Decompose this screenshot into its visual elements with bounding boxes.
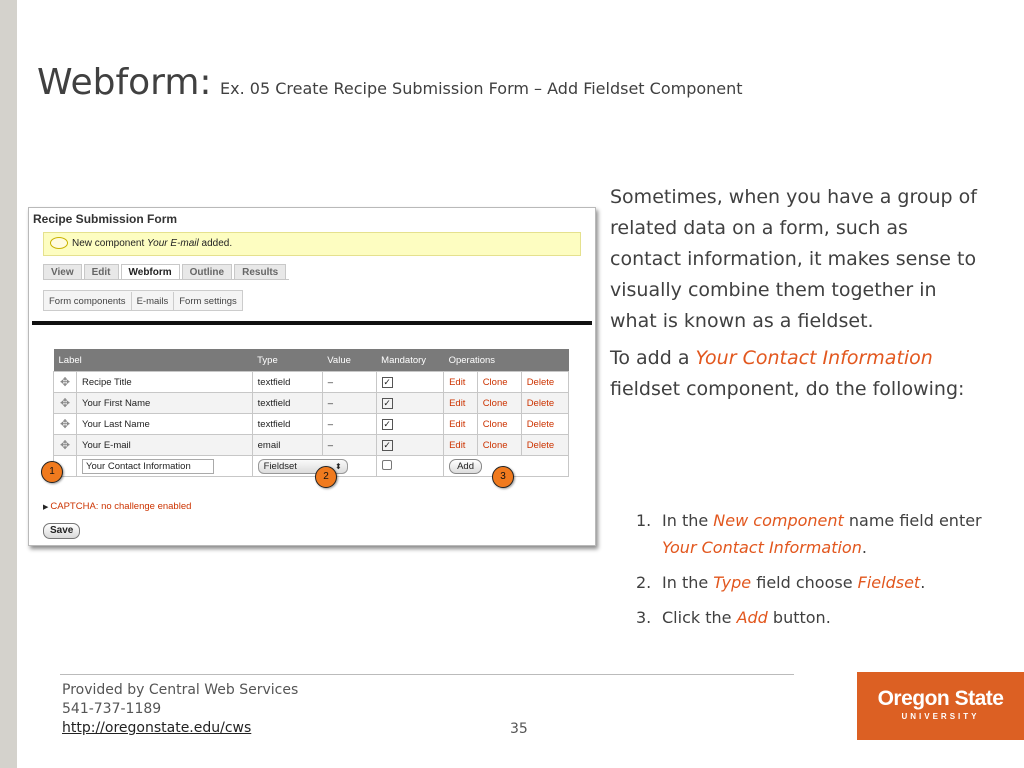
table-header-row — [54, 349, 569, 372]
row-value: – — [322, 435, 376, 456]
edit-link[interactable]: Edit — [444, 435, 478, 456]
drag-handle-icon[interactable]: ✥ — [54, 414, 77, 435]
table-row — [54, 393, 569, 414]
step-text: name field enter — [843, 511, 982, 530]
drag-handle-icon[interactable]: ✥ — [54, 435, 77, 456]
slide-title-sub: Ex. 05 Create Recipe Submission Form – Add Fieldset Component — [220, 79, 743, 98]
mandatory-checkbox[interactable] — [376, 456, 443, 477]
steps-list — [636, 507, 996, 639]
step-text: button. — [767, 608, 831, 627]
tab-divider — [43, 279, 289, 280]
delete-link[interactable]: Delete — [521, 372, 568, 393]
footer-provider: Provided by Central Web Services — [62, 682, 299, 698]
captcha-label: CAPTCHA: no challenge enabled — [50, 501, 192, 512]
slide-title — [37, 62, 743, 103]
step-marker-1: 1 — [41, 461, 63, 483]
new-component-cell — [77, 456, 253, 477]
footer — [62, 681, 298, 738]
divider — [32, 321, 592, 325]
osu-logo — [857, 672, 1024, 740]
step-marker-2: 2 — [315, 466, 337, 488]
table-row — [54, 414, 569, 435]
row-value: – — [322, 393, 376, 414]
message-prefix: New component — [72, 238, 148, 249]
step-emphasis: Your Contact Information — [662, 538, 862, 557]
step-emphasis: Add — [736, 608, 768, 627]
select-arrows-icon: ⬍ — [334, 461, 342, 471]
mandatory-checkbox[interactable] — [376, 435, 443, 456]
footer-divider — [60, 674, 794, 675]
secondary-tabs — [43, 290, 243, 311]
mandatory-checkbox[interactable] — [376, 372, 443, 393]
row-type: textfield — [252, 372, 322, 393]
step-text: . — [861, 538, 867, 557]
new-component-name-input[interactable]: Your Contact Information — [82, 459, 214, 474]
clone-link[interactable]: Clone — [477, 414, 521, 435]
list-item — [636, 604, 996, 631]
tab-edit[interactable]: Edit — [84, 264, 119, 280]
column-header-label: Label — [54, 349, 253, 372]
row-label: Recipe Title — [77, 372, 253, 393]
delete-link[interactable]: Delete — [521, 393, 568, 414]
subtab-form-settings[interactable]: Form settings — [179, 296, 237, 307]
logo-subtitle: UNIVERSITY — [901, 712, 980, 721]
captcha-fieldset-toggle[interactable] — [43, 501, 191, 512]
tab-webform[interactable]: Webform — [121, 264, 180, 280]
para2-suffix: fieldset component, do the following: — [610, 378, 965, 400]
body-paragraph-2 — [610, 343, 980, 405]
message-suffix: added. — [198, 238, 233, 249]
save-button[interactable]: Save — [43, 523, 80, 539]
drag-handle-icon[interactable]: ✥ — [54, 393, 77, 414]
column-header-type: Type — [252, 349, 322, 372]
tab-view[interactable]: View — [43, 264, 82, 280]
step-text: . — [920, 573, 926, 592]
para2-prefix: To add a — [610, 347, 696, 369]
type-select-value: Fieldset — [263, 460, 297, 472]
step-emphasis: New component — [713, 511, 844, 530]
checkmark-icon: ✓ — [383, 418, 391, 429]
slide-title-main: Webform: — [37, 62, 212, 103]
webform-screenshot — [28, 207, 596, 546]
column-header-mandatory: Mandatory — [376, 349, 443, 372]
tab-outline[interactable]: Outline — [182, 264, 232, 280]
subtab-form-components[interactable]: Form components — [44, 292, 132, 311]
footer-phone: 541-737-1189 — [62, 701, 162, 717]
checkmark-icon: ✓ — [383, 376, 391, 387]
mandatory-checkbox[interactable] — [376, 414, 443, 435]
tab-results[interactable]: Results — [234, 264, 286, 280]
logo-name: Oregon State — [877, 687, 1004, 710]
para2-emphasis: Your Contact Information — [695, 347, 933, 369]
row-value: – — [322, 414, 376, 435]
clone-link[interactable]: Clone — [477, 393, 521, 414]
list-item — [636, 569, 996, 596]
left-accent-bar — [0, 0, 17, 768]
delete-link[interactable]: Delete — [521, 435, 568, 456]
step-emphasis: Fieldset — [857, 573, 921, 592]
table-row — [54, 372, 569, 393]
message-component-name: Your E-mail — [147, 238, 199, 249]
edit-link[interactable]: Edit — [444, 372, 478, 393]
step-text: In the — [662, 573, 714, 592]
step-emphasis: Type — [713, 573, 752, 592]
row-label: Your First Name — [77, 393, 253, 414]
step-number: 2. — [636, 573, 652, 592]
delete-link[interactable]: Delete — [521, 414, 568, 435]
clone-link[interactable]: Clone — [477, 435, 521, 456]
page-number: 35 — [510, 721, 528, 737]
body-paragraph-1: Sometimes, when you have a group of related data on a form, such as contact information, it makes sense to visually combine them together in what is known as a fieldset. — [610, 186, 977, 332]
step-text: field choose — [751, 573, 858, 592]
edit-link[interactable]: Edit — [444, 393, 478, 414]
footer-link[interactable]: http://oregonstate.edu/cws — [62, 720, 252, 736]
row-type: textfield — [252, 393, 322, 414]
step-number: 3. — [636, 608, 652, 627]
step-text: Click the — [662, 608, 737, 627]
edit-link[interactable]: Edit — [444, 414, 478, 435]
row-value: – — [322, 372, 376, 393]
column-header-value: Value — [322, 349, 376, 372]
empty-checkbox-icon — [382, 460, 392, 470]
status-message — [43, 232, 581, 256]
triangle-right-icon: ▶ — [43, 504, 49, 511]
type-cell — [252, 456, 376, 477]
step-text: In the — [662, 511, 714, 530]
primary-tabs — [43, 262, 288, 279]
step-marker-3: 3 — [492, 466, 514, 488]
add-button[interactable]: Add — [449, 459, 482, 474]
checkmark-icon: ✓ — [383, 439, 391, 450]
list-item — [636, 507, 996, 561]
subtab-emails[interactable]: E-mails — [132, 292, 175, 311]
new-component-row — [54, 456, 569, 477]
form-title: Recipe Submission Form — [33, 212, 178, 226]
mandatory-checkbox[interactable] — [376, 393, 443, 414]
components-table — [53, 349, 569, 477]
column-header-operations: Operations — [444, 349, 569, 372]
drag-handle-icon[interactable]: ✥ — [54, 372, 77, 393]
row-label: Your E-mail — [77, 435, 253, 456]
row-type: textfield — [252, 414, 322, 435]
clone-link[interactable]: Clone — [477, 372, 521, 393]
row-type: email — [252, 435, 322, 456]
body-text — [610, 182, 980, 411]
row-label: Your Last Name — [77, 414, 253, 435]
table-row — [54, 435, 569, 456]
checkmark-icon: ✓ — [383, 397, 391, 408]
step-number: 1. — [636, 511, 652, 530]
speech-bubble-icon — [50, 237, 68, 249]
